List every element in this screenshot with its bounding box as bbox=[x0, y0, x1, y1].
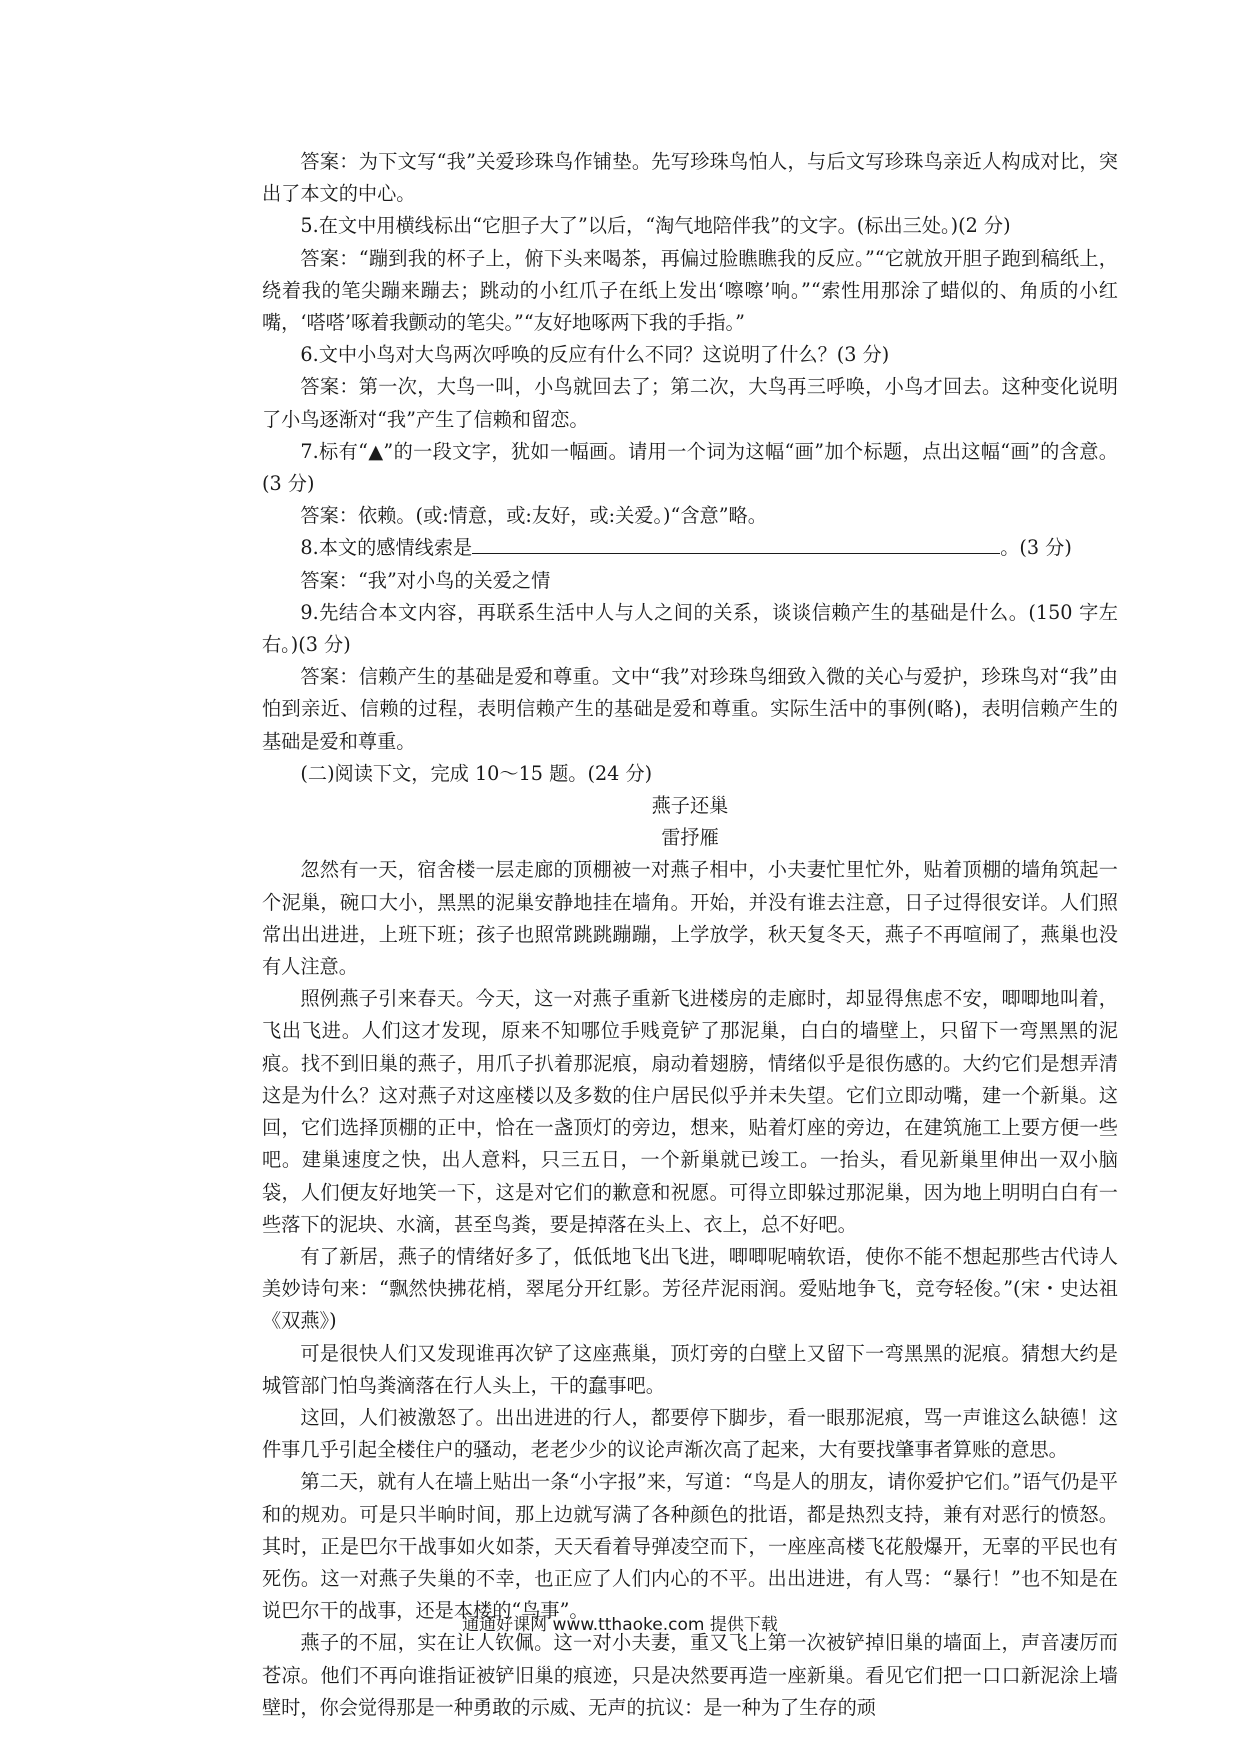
article-paragraph-7: 燕子的不屈，实在让人钦佩。这一对小夫妻，重又飞上第一次被铲掉旧巢的墙面上，声音凄厉而苍凉。他们不再向谁指证被铲旧巢的痕迹，只是决然要再造一座新巢。看见它们把一口口新泥涂上墙壁时，你会觉得那是一种勇敢的示威、无声的抗议：是一种为了生存的顽 bbox=[262, 1631, 1118, 1719]
article-paragraph-1: 忽然有一天，宿舍楼一层走廊的顶棚被一对燕子相中，小夫妻忙里忙外，贴着顶棚的墙角筑起一个泥巢，碗口大小，黑黑的泥巢安静地挂在墙角。开始，并没有谁去注意，日子过得很安详。人们照常出出进进，上班下班；孩子也照常跳跳蹦蹦，上学放学，秋天复冬天，燕子不再喧闹了，燕巢也没有人注意。 bbox=[262, 858, 1118, 979]
article-author: 雷抒雁 bbox=[661, 826, 719, 850]
answer-7: 答案：依赖。(或:情意，或:友好，或:关爱。)“含意”略。 bbox=[300, 504, 767, 528]
page-footer: 通通好课网 www.tthaoke.com 提供下载 bbox=[462, 1615, 778, 1635]
question-9: 9.先结合本文内容，再联系生活中人与人之间的关系，谈谈信赖产生的基础是什么。(150 字左右。)(3 分) bbox=[262, 600, 1118, 657]
answer-4: 答案：为下文写“我”关爱珍珠鸟作铺垫。先写珍珠鸟怕人，与后文写珍珠鸟亲近人构成对比，突出了本文的中心。 bbox=[262, 150, 1118, 206]
question-5: 5.在文中用横线标出“它胆子大了”以后，“淘气地陪伴我”的文字。(标出三处。)(2 分) bbox=[300, 214, 1011, 238]
article-paragraph-5: 这回，人们被激怒了。出出进进的行人，都要停下脚步，看一眼那泥痕，骂一声谁这么缺德！这件事几乎引起全楼住户的骚动，老老少少的议论声渐次高了起来，大有要找肇事者算账的意思。 bbox=[262, 1405, 1118, 1462]
question-6: 6.文中小鸟对大鸟两次呼唤的反应有什么不同？这说明了什么？(3 分) bbox=[300, 343, 890, 367]
article-paragraph-2: 照例燕子引来春天。今天，这一对燕子重新飞进楼房的走廊时，却显得焦虑不安，唧唧地叫着，飞出飞进。人们这才发现，原来不知哪位手贱竟铲了那泥巢，白白的墙壁上，只留下一弯黑黑的泥痕。找不到旧巢的燕子，用爪子扒着那泥痕，扇动着翅膀，情绪似乎是很伤感的。大约它们是想弄清这是为什么？这对燕子对这座楼以及多数的住户居民似乎并未失望。它们立即动嘴，建一个新巢。这回，它们选择顶棚的正中，恰在一盏顶灯的旁边，想来，贴着灯座的旁边，在建筑施工上要方便一些吧。建巢速度之快，出人意料，只三五日，一个新巢就已竣工。一抬头，看见新巢里伸出一双小脑袋，人们便友好地笑一下，这是对它们的歉意和祝愿。可得立即躲过那泥巢，因为地上明明白白有一些落下的泥块、水滴，甚至鸟粪，要是掉落在头上、衣上，总不好吧。 bbox=[262, 987, 1118, 1236]
question-8 bbox=[262, 532, 1118, 564]
question-7: 7.标有“▲”的一段文字，犹如一幅画。请用一个词为这幅“画”加个标题，点出这幅“画”的含意。(3 分) bbox=[262, 439, 1118, 496]
question-8-text: 8.本文的感情线索是 bbox=[300, 536, 473, 560]
article-title: 燕子还巢 bbox=[651, 794, 729, 818]
fill-in-blank bbox=[472, 533, 1000, 554]
answer-8: 答案：“我”对小鸟的关爱之情 bbox=[300, 568, 551, 592]
page-content bbox=[262, 146, 1118, 1724]
section-intro: (二)阅读下文，完成 10～15 题。(24 分) bbox=[300, 761, 653, 785]
article-paragraph-3: 有了新居，燕子的情绪好多了，低低地飞出飞进，唧唧呢喃软语，使你不能不想起那些古代诗人美妙诗句来：“飘然快拂花梢，翠尾分开红影。芳径芹泥雨润。爱贴地争飞，竞夸轻俊。”(宋・史达祖《双燕》) bbox=[262, 1244, 1118, 1333]
question-8-score: 。(3 分) bbox=[1000, 536, 1072, 560]
article-paragraph-6: 第二天，就有人在墙上贴出一条“小字报”来，写道：“鸟是人的朋友，请你爱护它们。”语气仍是平和的规劝。可是只半晌时间，那上边就写满了各种颜色的批语，都是热烈支持，兼有对恶行的愤怒。其时，正是巴尔干战事如火如荼，天天看着导弹凌空而下，一座座高楼飞花般爆开，无辜的平民也有死伤。这一对燕子失巢的不幸，也正应了人们内心的不平。出出进进，有人骂：“暴行！”也不知是在说巴尔干的战事，还是本楼的“鸟事”。 bbox=[262, 1470, 1118, 1623]
answer-9: 答案：信赖产生的基础是爱和尊重。文中“我”对珍珠鸟细致入微的关心与爱护，珍珠鸟对“我”由怕到亲近、信赖的过程，表明信赖产生的基础是爱和尊重。实际生活中的事例(略)，表明信赖产生的基础是爱和尊重。 bbox=[262, 665, 1118, 753]
answer-5: 答案：“蹦到我的杯子上，俯下头来喝茶，再偏过脸瞧瞧我的反应。”“它就放开胆子跑到稿纸上，绕着我的笔尖蹦来蹦去；跳动的小红爪子在纸上发出‘嚓嚓’响。”“索性用那涂了蜡似的、角质的小红嘴，‘嗒嗒’啄着我颤动的笔尖。”“友好地啄两下我的手指。” bbox=[262, 246, 1118, 335]
answer-6: 答案：第一次，大鸟一叫，小鸟就回去了；第二次，大鸟再三呼唤，小鸟才回去。这种变化说明了小鸟逐渐对“我”产生了信赖和留恋。 bbox=[262, 375, 1118, 431]
article-paragraph-4: 可是很快人们又发现谁再次铲了这座燕巢，顶灯旁的白壁上又留下一弯黑黑的泥痕。猜想大约是城管部门怕鸟粪滴落在行人头上，干的蠢事吧。 bbox=[262, 1341, 1118, 1397]
